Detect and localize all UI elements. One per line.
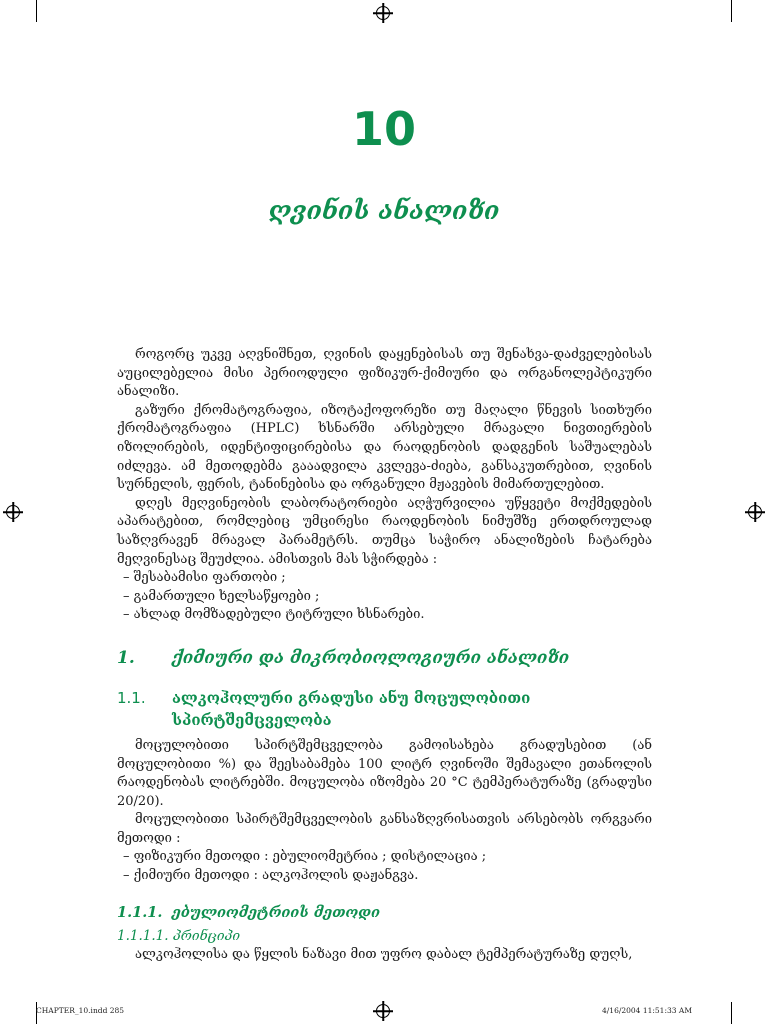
subsection-title: ალკოჰოლური გრადუსი ანუ მოცულობითი სპირტშემცველობა	[172, 688, 531, 729]
section-heading	[117, 647, 652, 669]
list-item: – ფიზიკური მეთოდი : ებულიომეტრია ; დისტილაცია ;	[123, 849, 487, 865]
paragraph: გაზური ქრომატოგრაფია, იზოტაქოფორეზი თუ მაღალი წნევის სითხური ქრომატოგრაფია (HPLC) ხსნარში არსებული მრავალი ნივთიერების იზოლირების, იდენტიფიცირებისა და რაოდენობის დადგენის საშუალებას იძლევა. ამ მეთოდებმა გააადვილა კვლევა-ძიება, განსაკუთრებით, ღვინის სურნელის, ფერის, ტანინებისა და ორგანული მჟავების მიმართულებით.	[117, 402, 652, 493]
document-body	[117, 346, 652, 964]
crop-mark	[36, 0, 37, 22]
list-item: – გამართული ხელსაწყოები ;	[123, 588, 320, 604]
paragraph: ალკოჰოლისა და წყლის ნაზავი მით უფრო დაბალ ტემპერატურაზე დუღს,	[135, 946, 633, 962]
paragraph: მოცულობითი სპირტშემცველობა გამოისახება გრადუსებით (ან მოცულობითი %) და შეესაბამება 100 ლიტრ ღვინოში შემავალი ეთანოლის რაოდენობას ლიტრებში. მოცულობა იზომება 20 °C ტემპერატურაზე (გრადუსი 20/20).	[117, 737, 652, 809]
registration-mark-icon	[376, 1004, 390, 1018]
subsubsection-number: 1.1.1.	[117, 903, 163, 921]
paragraph: მოცულობითი სპირტშემცველობის განსაზღვრისათვის არსებობს ორგვარი მეთოდი :	[117, 812, 652, 846]
crop-mark	[731, 0, 732, 22]
section-number: 1.	[117, 647, 135, 668]
registration-mark-icon	[6, 505, 20, 519]
paragraph-heading: 1.1.1.1. პრინციპი	[117, 927, 241, 944]
paragraph: დღეს მეღვინეობის ლაბორატორიები აღჭურვილია უწყვეტი მოქმედების აპარატებით, რომლებიც უმცირესი რაოდენობის ნიმუშზე ერთდროულად საზღვრავენ მრავალ პარამეტრს. თუმცა საჭირო ანალიზების ჩატარება მეღვინესაც შეუძლია. ამისთვის მას სჭირდება :	[117, 495, 652, 567]
list-item: – ქიმიური მეთოდი : ალკოჰოლის დაჟანგვა.	[123, 868, 419, 884]
list-item: – ახლად მომზადებული ტიტრული ხსნარები.	[123, 607, 425, 623]
paragraph: როგორც უკვე აღვნიშნეთ, ღვინის დაყენებისას თუ შენახვა-დაძველებისას აუცილებელია მისი პერიოდული ფიზიკურ-ქიმიური და ორგანოლეპტიკური ანალიზი.	[117, 347, 652, 400]
chapter-number: 10	[351, 102, 416, 156]
subsection-heading	[117, 687, 652, 731]
footer-file-label: CHAPTER_10.indd 285	[36, 1006, 125, 1015]
subsubsection-title: ებულიომეტრიის მეთოდი	[172, 903, 381, 921]
registration-mark-icon	[748, 505, 762, 519]
registration-mark-icon	[376, 6, 390, 20]
chapter-title: ღვინის ანალიზი	[268, 196, 500, 225]
subsection-number: 1.1.	[117, 688, 146, 707]
list-item: – შესაბამისი ფართობი ;	[123, 570, 286, 586]
footer-timestamp: 4/16/2004 11:51:33 AM	[602, 1006, 693, 1015]
subsubsection-heading	[117, 902, 652, 924]
crop-mark	[731, 1002, 732, 1024]
section-title: ქიმიური და მიკრობიოლოგიური ანალიზი	[172, 647, 570, 668]
